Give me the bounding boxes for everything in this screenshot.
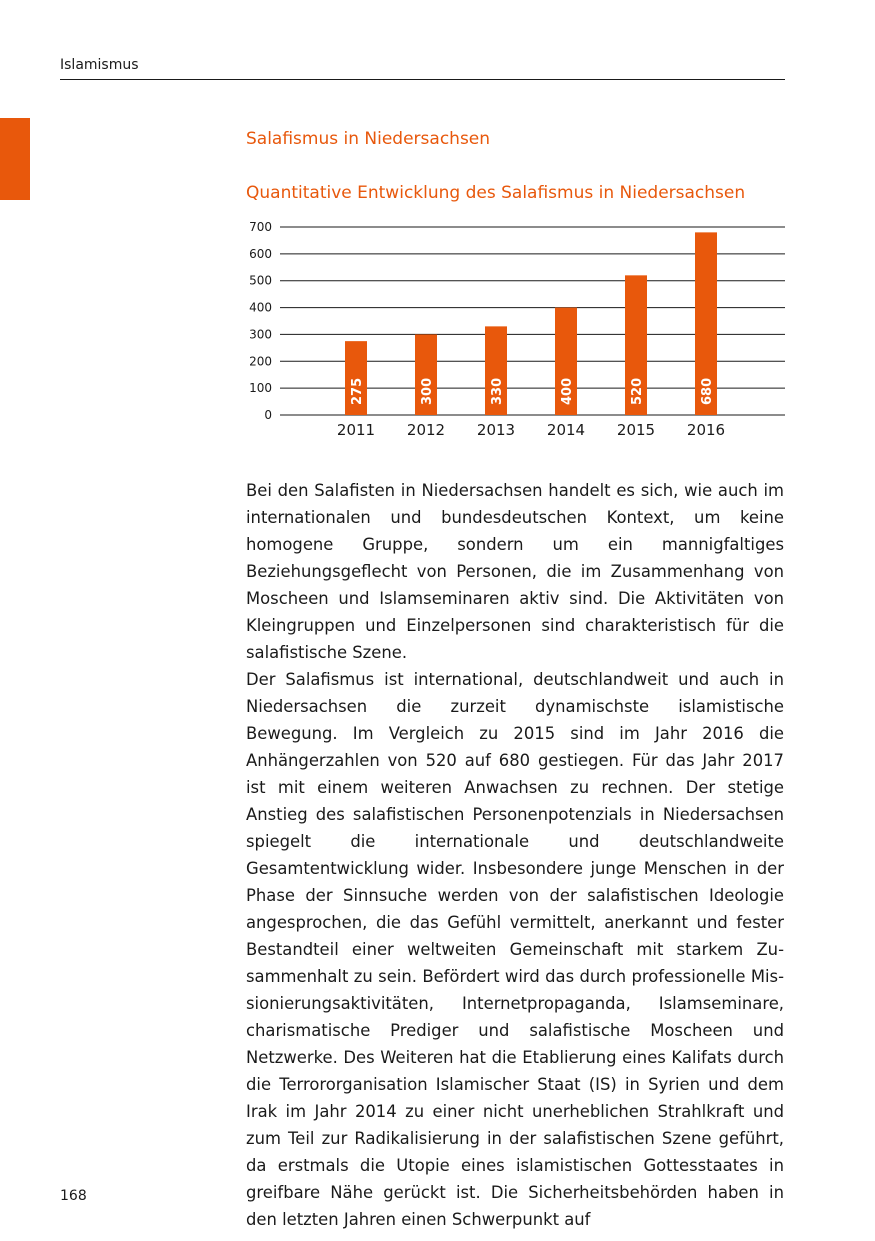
y-tick-label: 100	[249, 381, 272, 396]
y-tick-label: 400	[249, 300, 272, 315]
y-tick-label: 500	[249, 273, 272, 288]
y-tick-label: 0	[264, 408, 272, 422]
bar-value-label: 275	[350, 377, 365, 405]
section-title: Salafismus in Niedersachsen	[246, 129, 491, 149]
y-tick-label: 700	[249, 220, 272, 234]
chapter-tab-marker	[0, 118, 30, 200]
bar-value-label: 680	[700, 377, 715, 405]
bar-value-label: 300	[420, 377, 435, 405]
bar-value-label: 330	[490, 377, 505, 405]
y-tick-label: 200	[249, 354, 272, 369]
x-tick-label: 2014	[546, 421, 586, 439]
y-tick-label: 600	[249, 246, 272, 261]
paragraph-2: Der Salafismus ist international, deutschlandweit und auch in Niedersachsen die zurzeit dynamischste islamistische Bewegung. Im Vergleich zu 2015 sind im Jahr 2016 die Anhängerzahlen von 520 auf 680 gestiegen. Für das Jahr 2017 ist mit einem weiteren Anwachsen zu rechnen. Der stetige Anstieg des salafistischen Personenpotenzials in Niedersachsen spiegelt die internationale und deutschlandweite Gesamtentwicklung wider. Insbesondere junge Menschen in der Phase der Sinnsuche werden von der salafistischen Ideologie angesprochen, die das Gefühl vermittelt, anerkannt und fester Bestandteil einer weltweiten Gemeinschaft mit starkem Zusammenhalt zu sein. Befördert wird das durch professionelle Missionierungsaktivitäten, Internetpropaganda, Islamseminare, charismatische Prediger und salafistische Moscheen und Netzwerke. Des Weiteren hat die Etablierung eines Kalifats durch die Terrororganisation Islamischer Staat (IS) in Syrien und dem Irak im Jahr 2014 zu einer nicht unerheblichen Strahlkraft und zum Teil zur Radikalisierung in der salafistischen Szene geführt, da erstmals die Utopie eines islamistischen Gottesstaates in greifbare Nähe gerückt ist. Die Sicherheitsbehörden haben in den letzten Jahren einen Schwerpunkt auf	[246, 670, 784, 1229]
x-tick-label: 2012	[406, 421, 446, 439]
chart-title: Quantitative Entwicklung des Salafismus in Niedersachsen	[246, 183, 746, 203]
body-text	[246, 477, 784, 1233]
bar-chart	[240, 215, 788, 445]
header-rule	[60, 79, 785, 80]
y-tick-label: 300	[249, 327, 272, 342]
x-tick-label: 2013	[476, 421, 516, 439]
x-tick-label: 2011	[336, 421, 376, 439]
x-tick-label: 2015	[616, 421, 656, 439]
bar-value-label: 520	[630, 377, 645, 405]
paragraph-1: Bei den Salafisten in Niedersachsen handelt es sich, wie auch im internationalen und bundesdeutschen Kontext, um keine homogene Gruppe, sondern um ein mannigfaltiges Beziehungsgeflecht von Personen, die im Zusammenhang von Moscheen und Islamseminaren aktiv sind. Die Aktivitäten von Kleingruppen und Einzelpersonen sind charakteristisch für die salafistische Szene.	[246, 481, 784, 662]
bar-value-label: 400	[560, 377, 575, 405]
page-number: 168	[60, 1188, 87, 1204]
x-tick-label: 2016	[686, 421, 726, 439]
running-head: Islamismus	[60, 57, 139, 73]
